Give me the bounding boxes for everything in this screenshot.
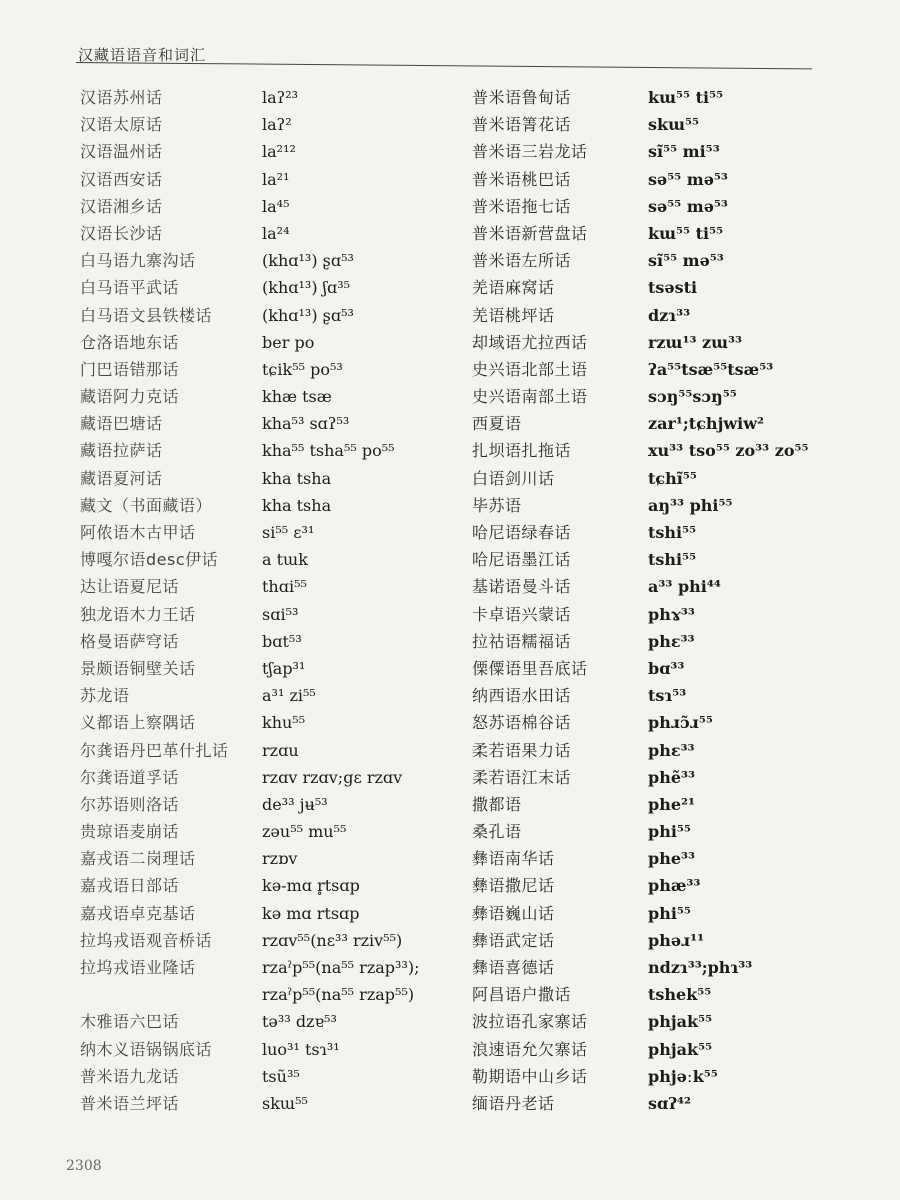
word-form: bɑ³³ bbox=[648, 658, 685, 678]
word-form: sɑʔ⁴² bbox=[648, 1093, 692, 1113]
dialect-name: 波拉语孔家寨话 bbox=[472, 1012, 588, 1032]
dialect-name: 普米语新营盘话 bbox=[472, 223, 588, 243]
dialect-name: 木雅语六巴话 bbox=[80, 1012, 180, 1032]
word-form: khu⁵⁵ bbox=[262, 713, 306, 733]
word-form: sə⁵⁵ mə⁵³ bbox=[648, 196, 728, 216]
word-form: phjak⁵⁵ bbox=[648, 1039, 713, 1059]
word-form: a³¹ zi⁵⁵ bbox=[262, 686, 316, 706]
dialect-name: 白马语平武话 bbox=[80, 278, 180, 298]
dialect-name: 贵琼语麦崩话 bbox=[80, 822, 180, 842]
word-form: phe³³ bbox=[648, 849, 696, 869]
dialect-name: 基诺语曼斗话 bbox=[472, 577, 572, 597]
list-item bbox=[80, 1008, 470, 1035]
word-form: sɔŋ⁵⁵sɔŋ⁵⁵ bbox=[648, 387, 737, 407]
word-form: la²¹² bbox=[262, 142, 296, 162]
running-header: 汉藏语语音和词汇 bbox=[78, 46, 207, 64]
list-item bbox=[80, 546, 470, 573]
dialect-name: 彝语喜德话 bbox=[472, 958, 555, 977]
dialect-name: 普米语鲁甸话 bbox=[472, 88, 572, 107]
list-item bbox=[472, 1008, 872, 1035]
dialect-name: 嘉戎语二岗理话 bbox=[80, 849, 196, 869]
word-form: xu³³ tso⁵⁵ zo³³ zo⁵⁵ bbox=[648, 441, 809, 461]
word-form: tsɿ⁵³ bbox=[648, 686, 687, 706]
list-item bbox=[472, 682, 872, 709]
word-form: tshi⁵⁵ bbox=[648, 550, 697, 570]
word-form: khæ tsæ bbox=[262, 387, 332, 407]
list-item bbox=[472, 1063, 872, 1090]
dialect-name: 阿侬语木古甲话 bbox=[80, 523, 196, 542]
word-form: rzɑv⁵⁵(nɛ³³ rziv⁵⁵) bbox=[262, 930, 403, 950]
list-item bbox=[472, 302, 872, 329]
word-form: rzaˀp⁵⁵(na⁵⁵ rzap⁵⁵) bbox=[262, 985, 415, 1005]
list-item bbox=[80, 1090, 470, 1117]
word-form: phe²¹ bbox=[648, 794, 696, 814]
word-form: rzɑu bbox=[262, 740, 299, 760]
word-form: kha tsha bbox=[262, 468, 332, 488]
list-item bbox=[472, 546, 872, 573]
word-form: tshi⁵⁵ bbox=[648, 523, 697, 542]
word-form: sĩ⁵⁵ mə⁵³ bbox=[648, 251, 724, 271]
word-form: rzɑv rzɑv;gɛ rzɑv bbox=[262, 767, 403, 787]
list-item bbox=[80, 302, 470, 329]
dialect-name: 史兴语北部土语 bbox=[472, 359, 588, 379]
dialect-name: 义都语上察隅话 bbox=[80, 713, 196, 733]
list-item bbox=[80, 954, 470, 981]
dialect-name: 柔若语江末话 bbox=[472, 767, 572, 787]
list-item bbox=[472, 954, 872, 981]
dialect-name: 藏语夏河话 bbox=[80, 468, 163, 488]
word-form: rzaˀp⁵⁵(na⁵⁵ rzap³³); bbox=[262, 958, 420, 977]
word-form: luo³¹ tsɿ³¹ bbox=[262, 1039, 340, 1059]
list-item bbox=[472, 519, 872, 546]
word-form: aŋ³³ phi⁵⁵ bbox=[648, 495, 733, 515]
list-item bbox=[472, 628, 872, 655]
dialect-name: 普米语三岩龙话 bbox=[472, 142, 588, 162]
word-form: kha tsha bbox=[262, 495, 332, 515]
word-form: tɕhĩ⁵⁵ bbox=[648, 468, 697, 488]
word-form: skɯ⁵⁵ bbox=[262, 1093, 308, 1113]
list-item bbox=[472, 655, 872, 682]
dialect-name: 汉语太原话 bbox=[80, 115, 163, 135]
list-item bbox=[472, 601, 872, 628]
word-form: kə mɑ rtsɑp bbox=[262, 903, 360, 923]
list-item bbox=[80, 628, 470, 655]
header-rule bbox=[76, 62, 812, 69]
list-item bbox=[472, 900, 872, 927]
dialect-name: 藏语拉萨话 bbox=[80, 441, 163, 461]
dialect-name: 尔龚语道孚话 bbox=[80, 767, 180, 787]
dialect-name: 毕苏语 bbox=[472, 495, 522, 515]
list-item bbox=[472, 193, 872, 220]
dialect-name: 仓洛语地东话 bbox=[80, 332, 180, 352]
dialect-name: 汉语长沙话 bbox=[80, 223, 163, 243]
list-item bbox=[80, 737, 470, 764]
dialect-name: 彝语巍山话 bbox=[472, 903, 555, 923]
list-item bbox=[472, 981, 872, 1008]
word-form: phəɹ¹¹ bbox=[648, 930, 705, 950]
dialect-name: 卡卓语兴蒙话 bbox=[472, 604, 572, 624]
left-column bbox=[80, 84, 470, 1117]
word-form: phjəːk⁵⁵ bbox=[648, 1066, 718, 1086]
list-item bbox=[472, 492, 872, 519]
word-form: la⁴⁵ bbox=[262, 196, 290, 216]
list-item bbox=[472, 927, 872, 954]
dialect-name: 怒苏语棉谷话 bbox=[472, 713, 572, 733]
word-form: zar¹;tɕhjwiw² bbox=[648, 414, 764, 434]
dialect-name: 汉语苏州话 bbox=[80, 88, 163, 107]
word-form: sɑi⁵³ bbox=[262, 604, 299, 624]
dialect-name: 嘉戎语卓克基话 bbox=[80, 903, 196, 923]
list-item bbox=[80, 655, 470, 682]
word-form: phjak⁵⁵ bbox=[648, 1012, 713, 1032]
list-item bbox=[80, 437, 470, 464]
dialect-name: 普米语拖七话 bbox=[472, 196, 572, 216]
list-item bbox=[472, 872, 872, 899]
list-item bbox=[80, 601, 470, 628]
list-item bbox=[472, 329, 872, 356]
list-item bbox=[80, 356, 470, 383]
list-item bbox=[80, 111, 470, 138]
dialect-name: 门巴语错那话 bbox=[80, 359, 180, 379]
dialect-name: 柔若语果力话 bbox=[472, 740, 572, 760]
dialect-name: 桑孔语 bbox=[472, 822, 522, 842]
dialect-name: 羌语麻窝话 bbox=[472, 278, 555, 298]
word-form: a tɯk bbox=[262, 550, 308, 570]
word-form: tʃap³¹ bbox=[262, 658, 306, 678]
dialect-name: 拉祜语糯福话 bbox=[472, 631, 572, 651]
list-item bbox=[80, 981, 470, 1008]
list-item bbox=[472, 818, 872, 845]
word-form: tə³³ dzɐ⁵³ bbox=[262, 1012, 337, 1032]
list-item bbox=[80, 329, 470, 356]
word-form: la²¹ bbox=[262, 169, 290, 189]
word-form: rzɒv bbox=[262, 849, 298, 869]
word-form: phɤ³³ bbox=[648, 604, 695, 624]
list-item bbox=[80, 274, 470, 301]
dialect-name: 傈僳语里吾底话 bbox=[472, 658, 588, 678]
word-form: skɯ⁵⁵ bbox=[648, 115, 700, 135]
word-form: phæ³³ bbox=[648, 876, 701, 896]
list-item bbox=[80, 138, 470, 165]
dialect-name: 彝语武定话 bbox=[472, 930, 555, 950]
list-item bbox=[80, 845, 470, 872]
dialect-name: 尔龚语丹巴革什扎话 bbox=[80, 740, 229, 760]
dialect-name: 撒都语 bbox=[472, 794, 522, 814]
dialect-name: 扎坝语扎拖话 bbox=[472, 441, 572, 461]
list-item bbox=[472, 111, 872, 138]
dialect-name: 尔苏语则洛话 bbox=[80, 794, 180, 814]
list-item bbox=[472, 845, 872, 872]
list-item bbox=[80, 492, 470, 519]
dialect-name: 普米语九龙话 bbox=[80, 1066, 180, 1086]
dialect-name: 纳西语水田话 bbox=[472, 686, 572, 706]
dialect-name: 浪速语允欠寨话 bbox=[472, 1039, 588, 1059]
word-form: dzɿ³³ bbox=[648, 305, 691, 325]
dialect-name: 羌语桃坪话 bbox=[472, 305, 555, 325]
dialect-name: 景颇语铜壁关话 bbox=[80, 658, 196, 678]
word-form: ndzɿ³³;phɿ³³ bbox=[648, 958, 753, 977]
word-form: de³³ jʉ⁵³ bbox=[262, 794, 328, 814]
list-item bbox=[80, 220, 470, 247]
word-form: phẽ³³ bbox=[648, 767, 696, 787]
word-form: phɛ³³ bbox=[648, 631, 695, 651]
word-form: la²⁴ bbox=[262, 223, 290, 243]
list-item bbox=[80, 465, 470, 492]
dialect-name: 藏语阿力克话 bbox=[80, 387, 180, 407]
list-item bbox=[80, 709, 470, 736]
right-column bbox=[472, 84, 872, 1117]
word-form: phi⁵⁵ bbox=[648, 903, 691, 923]
word-form: tsəsti bbox=[648, 278, 698, 298]
list-item bbox=[80, 1036, 470, 1063]
word-form: si⁵⁵ ɛ³¹ bbox=[262, 523, 315, 542]
word-form: (khɑ¹³) ʂɑ⁵³ bbox=[262, 251, 354, 271]
list-item bbox=[80, 900, 470, 927]
dialect-name: 格曼语萨穹话 bbox=[80, 631, 180, 651]
word-form: kɯ⁵⁵ ti⁵⁵ bbox=[648, 223, 724, 243]
word-form: (khɑ¹³) ʂɑ⁵³ bbox=[262, 305, 354, 325]
dialect-name: 苏龙语 bbox=[80, 686, 130, 706]
list-item bbox=[80, 193, 470, 220]
dialect-name: 西夏语 bbox=[472, 414, 522, 434]
list-item bbox=[472, 1036, 872, 1063]
dialect-name: 白马语九寨沟话 bbox=[80, 251, 196, 271]
dialect-name: 拉坞戎语业隆话 bbox=[80, 958, 196, 977]
word-form: tshek⁵⁵ bbox=[648, 985, 712, 1005]
list-item bbox=[472, 764, 872, 791]
list-item bbox=[472, 737, 872, 764]
dialect-name: 史兴语南部土语 bbox=[472, 387, 588, 407]
list-item bbox=[80, 764, 470, 791]
word-form: kɯ⁵⁵ ti⁵⁵ bbox=[648, 88, 724, 107]
dialect-name: 汉语温州话 bbox=[80, 142, 163, 162]
list-item bbox=[472, 166, 872, 193]
dialect-name: 彝语撒尼话 bbox=[472, 876, 555, 896]
word-form: tɕik⁵⁵ po⁵³ bbox=[262, 359, 343, 379]
dialect-name: 普米语桃巴话 bbox=[472, 169, 572, 189]
list-item bbox=[472, 274, 872, 301]
dialect-name: 彝语南华话 bbox=[472, 849, 555, 869]
page-number: 2308 bbox=[66, 1158, 102, 1174]
dialect-name: 普米语兰坪话 bbox=[80, 1093, 180, 1113]
word-form: phi⁵⁵ bbox=[648, 822, 691, 842]
dialect-name: 白马语文县铁楼话 bbox=[80, 305, 213, 325]
dialect-name: 勒期语中山乡话 bbox=[472, 1066, 588, 1086]
word-form: sĩ⁵⁵ mi⁵³ bbox=[648, 142, 720, 162]
dialect-name: 纳木义语锅锅底话 bbox=[80, 1039, 213, 1059]
list-item bbox=[80, 410, 470, 437]
word-form: tsũ³⁵ bbox=[262, 1066, 300, 1086]
word-form: laʔ² bbox=[262, 115, 292, 135]
dialect-name: 汉语湘乡话 bbox=[80, 196, 163, 216]
dialect-name: 博嘎尔语desc伊话 bbox=[80, 550, 219, 570]
list-item bbox=[472, 791, 872, 818]
list-item bbox=[472, 138, 872, 165]
dialect-name: 哈尼语墨江话 bbox=[472, 550, 572, 570]
dialect-name: 哈尼语绿春话 bbox=[472, 523, 572, 542]
list-item bbox=[80, 166, 470, 193]
list-item bbox=[472, 220, 872, 247]
list-item bbox=[80, 682, 470, 709]
list-item bbox=[80, 383, 470, 410]
list-item bbox=[80, 573, 470, 600]
word-form: rzɯ¹³ zɯ³³ bbox=[648, 332, 743, 352]
list-item bbox=[80, 84, 470, 111]
list-item bbox=[80, 791, 470, 818]
word-form: kha⁵⁵ tsha⁵⁵ po⁵⁵ bbox=[262, 441, 395, 461]
word-form: bɑt⁵³ bbox=[262, 631, 302, 651]
dialect-name: 嘉戎语日部话 bbox=[80, 876, 180, 896]
word-form: phɹɔ̃ɹ⁵⁵ bbox=[648, 713, 713, 733]
list-item bbox=[472, 709, 872, 736]
list-item bbox=[472, 437, 872, 464]
list-item bbox=[472, 410, 872, 437]
dialect-name: 藏语巴塘话 bbox=[80, 414, 163, 434]
dialect-name: 达让语夏尼话 bbox=[80, 577, 180, 597]
word-form: laʔ²³ bbox=[262, 88, 299, 107]
dialect-name: 阿昌语户撒话 bbox=[472, 985, 572, 1005]
list-item bbox=[472, 573, 872, 600]
dialect-name: 藏文（书面藏语） bbox=[80, 495, 213, 515]
list-item bbox=[80, 872, 470, 899]
dialect-name: 白语剑川话 bbox=[472, 468, 555, 488]
word-form: kə-mɑ r̥tsɑp bbox=[262, 876, 360, 896]
word-form: zəu⁵⁵ mu⁵⁵ bbox=[262, 822, 347, 842]
dialect-name: 独龙语木力王话 bbox=[80, 604, 196, 624]
word-form: ʔa⁵⁵tsæ⁵⁵tsæ⁵³ bbox=[648, 359, 774, 379]
list-item bbox=[80, 927, 470, 954]
dialect-name: 拉坞戎语观音桥话 bbox=[80, 930, 213, 950]
dialect-name: 却域语尤拉西话 bbox=[472, 332, 588, 352]
list-item bbox=[472, 84, 872, 111]
word-form: sə⁵⁵ mə⁵³ bbox=[648, 169, 728, 189]
list-item bbox=[80, 247, 470, 274]
list-item bbox=[472, 465, 872, 492]
list-item bbox=[472, 247, 872, 274]
word-form: (khɑ¹³) ʃɑ³⁵ bbox=[262, 278, 351, 298]
list-item bbox=[472, 1090, 872, 1117]
list-item bbox=[472, 383, 872, 410]
dialect-name: 缅语丹老话 bbox=[472, 1093, 555, 1113]
list-item bbox=[80, 519, 470, 546]
word-form: kha⁵³ sɑʔ⁵³ bbox=[262, 414, 350, 434]
list-item bbox=[80, 818, 470, 845]
list-item bbox=[472, 356, 872, 383]
word-form: thɑi⁵⁵ bbox=[262, 577, 307, 597]
word-form: a³³ phi⁴⁴ bbox=[648, 577, 721, 597]
dialect-name: 普米语左所话 bbox=[472, 251, 572, 271]
dialect-name: 普米语箐花话 bbox=[472, 115, 572, 135]
list-item bbox=[80, 1063, 470, 1090]
word-form: phɛ³³ bbox=[648, 740, 695, 760]
dialect-name: 汉语西安话 bbox=[80, 169, 163, 189]
word-form: ber po bbox=[262, 332, 315, 352]
